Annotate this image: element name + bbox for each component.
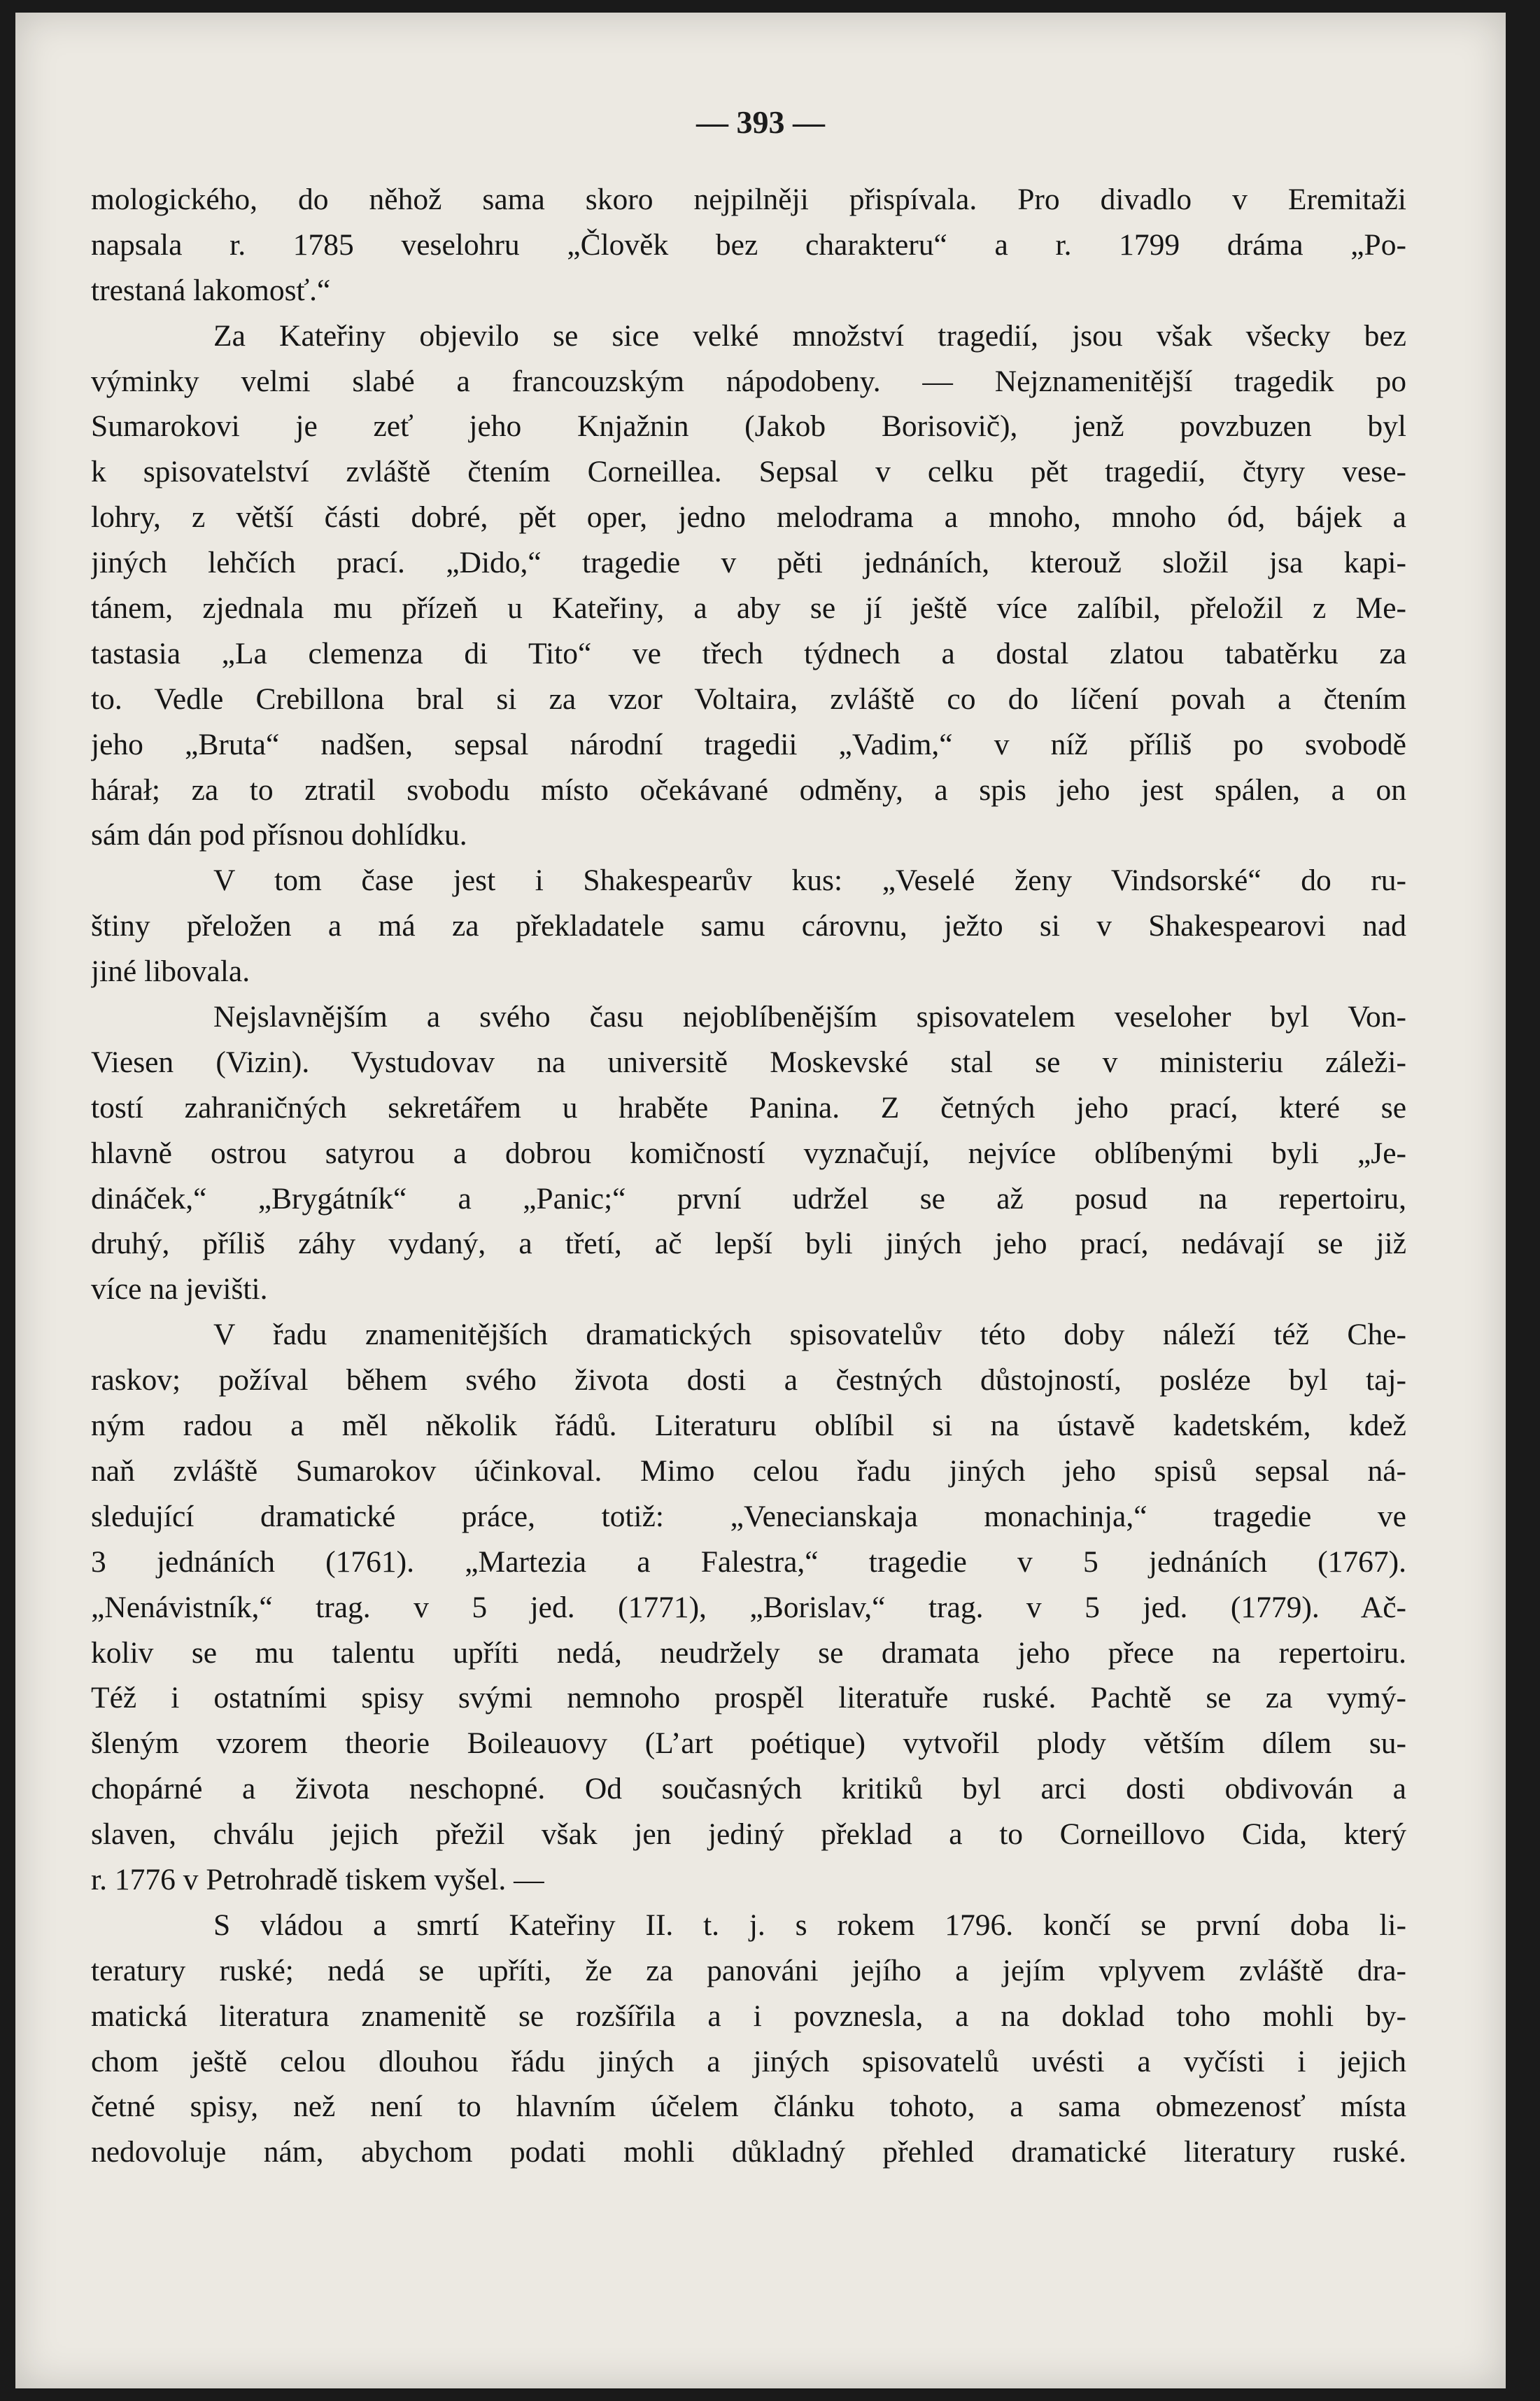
text-line: druhý, příliš záhy vydaný, a třetí, ač lepší byli jiných jeho prací, nedávají se již [91,1227,1406,1261]
page [15,13,1506,2388]
text-line: nedovoluje nám, abychom podati mohli důkladný přehled dramatické literatury ruské. [91,2135,1406,2169]
text-line: jeho „Bruta“ nadšen, sepsal národní tragedii „Vadim,“ v níž příliš po svobodě [91,727,1406,761]
text-line: tastasia „La clemenza di Tito“ ve třech týdnech a dostal zlatou tabatěrku za [91,636,1406,670]
text-line: koliv se mu talentu upříti nedá, neudržely se dramata jeho přece na repertoiru. [91,1635,1406,1670]
text-line: sám dán pod přísnou dohlídku. [91,818,467,852]
text-line: k spisovatelství zvláště čtením Corneillea. Sepsal v celku pět tragedií, čtyry vese- [91,455,1406,489]
text-line: slaven, chválu jejich přežil však jen jediný překlad a to Corneillovo Cida, který [91,1817,1406,1852]
text-line: Nejslavnějším a svého času nejoblíbenějším spisovatelem veseloher byl Von- [213,1000,1406,1034]
text-line: matická literatura znamenitě se rozšířila a i povznesla, a na doklad toho mohli by- [91,1999,1406,2033]
text-line: chom ještě celou dlouhou řádu jiných a jiných spisovatelů uvésti a vyčísti i jejich [91,2044,1406,2078]
text-line: dináček,“ „Brygátník“ a „Panic;“ první udržel se až posud na repertoiru, [91,1181,1406,1216]
text-line: 3 jednáních (1761). „Martezia a Falestra,“ tragedie v 5 jednáních (1767). [91,1544,1406,1579]
page-number: — 393 — [696,104,825,140]
text-line: sledující dramatické práce, totiž: „Venecianskaja monachinja,“ tragedie ve [91,1499,1406,1533]
text-line: trestaná lakomosť.“ [91,273,331,307]
text-line: to. Vedle Crebillona bral si za vzor Voltaira, zvláště co do líčení povah a čtením [91,682,1406,716]
text-line: ným radou a měl několik řádů. Literaturu oblíbil si na ústavě kadetském, kdež [91,1409,1406,1443]
text-line: hárał; za to ztratil svobodu místo očekávané odměny, a spis jeho jest spálen, a on [91,773,1406,807]
text-line: více na jevišti. [91,1272,268,1307]
text-line: tánem, zjednala mu přízeň u Kateřiny, a aby se jí ještě více zalíbil, přeložil z Me- [91,591,1406,626]
body-text [91,177,1406,2175]
text-line: Též i ostatními spisy svými nemnoho prospěl literatuře ruské. Pachtě se za vymý- [91,1681,1406,1715]
text-line: Sumarokovi je zeť jeho Knjažnin (Jakob Borisovič), jenž povzbuzen byl [91,409,1406,444]
text-line: raskov; požíval během svého života dosti a čestných důstojností, posléze byl taj- [91,1363,1406,1397]
text-line: „Nenávistník,“ trag. v 5 jed. (1771), „Borislav,“ trag. v 5 jed. (1779). Ač- [91,1590,1406,1624]
text-line: V řadu znamenitějších dramatických spisovatelův této doby náleží též Che- [213,1318,1406,1352]
text-line: Za Kateřiny objevilo se sice velké množství tragedií, jsou však všecky bez [213,318,1406,353]
text-line: V tom čase jest i Shakespearův kus: „Veselé ženy Vindsorské“ do ru- [213,864,1406,898]
text-line: mologického, do něhož sama skoro nejpilněji přispívala. Pro divadlo v Eremitaži [91,183,1406,216]
text-line: Viesen (Vizin). Vystudovav na universitě Moskevské stal se v ministeriu záleži- [91,1045,1406,1079]
text-line: teratury ruské; nedá se upříti, že za panováni jejího a jejím vplyvem zvláště dra- [91,1953,1406,1987]
text-line: napsala r. 1785 veselohru „Člověk bez charakteru“ a r. 1799 dráma „Po- [91,227,1406,262]
text-line: chopárné a života neschopné. Od současných kritiků byl arci dosti obdivován a [91,1772,1406,1806]
text-line: lohry, z větší části dobré, pět oper, jedno melodrama a mnoho, mnoho ód, bájek a [91,500,1406,535]
text-line: šleným vzorem theorie Boileauovy (L’art poétique) vytvořil plody větším dílem su- [91,1726,1406,1761]
text-line: štiny přeložen a má za překladatele samu cárovnu, ježto si v Shakespearovi nad [91,909,1406,943]
text-line: naň zvláště Sumarokov účinkoval. Mimo celou řadu jiných jeho spisů sepsal ná- [91,1453,1406,1488]
text-line: hlavně ostrou satyrou a dobrou komičností vyznačují, nejvíce oblíbenými byli „Je- [91,1136,1406,1170]
text-line: jiných lehčích prací. „Dido,“ tragedie v pěti jednáních, kterouž složil jsa kapi- [91,546,1406,580]
text-line: jiné libovala. [91,955,250,989]
text-line: četné spisy, než není to hlavním účelem článku tohoto, a sama obmezenosť místa [91,2090,1406,2124]
text-line: tostí zahraničných sekretářem u hraběte Panina. Z četných jeho prací, které se [91,1090,1406,1125]
text-line: r. 1776 v Petrohradě tiskem vyšel. — [91,1862,544,1896]
text-line: výminky velmi slabé a francouzským nápodobeny. — Nejznamenitější tragedik po [91,364,1406,398]
text-line: S vládou a smrtí Kateřiny II. t. j. s rokem 1796. končí se první doba li- [213,1908,1406,1942]
